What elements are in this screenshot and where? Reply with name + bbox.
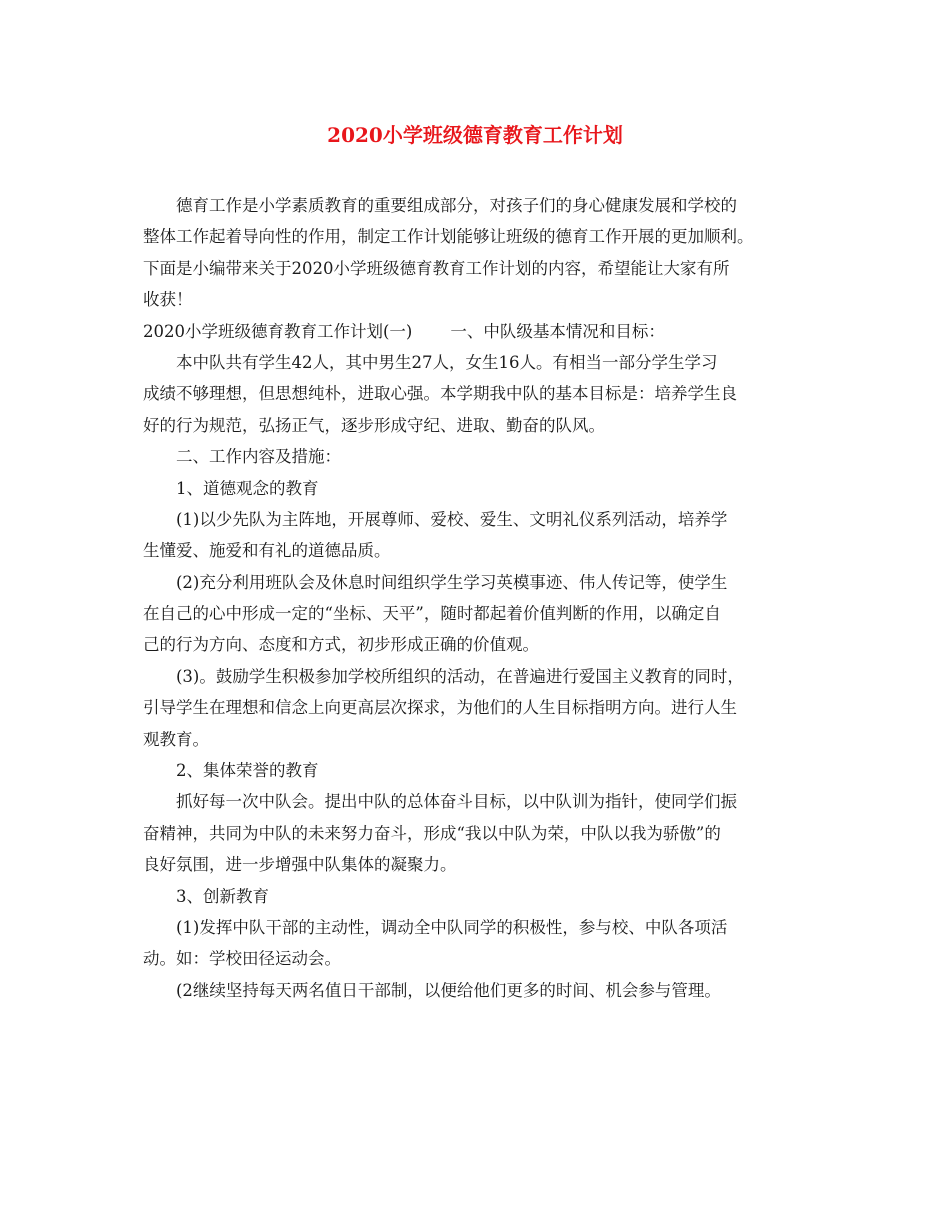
subsection-heading: 2、集体荣誉的教育: [176, 761, 319, 781]
paragraph-line: 好的行为规范，弘扬正气，逐步形成守纪、进取、勤奋的队风。: [143, 415, 605, 435]
paragraph-line: (1)发挥中队干部的主动性，调动全中队同学的积极性，参与校、中队各项活: [176, 917, 728, 937]
document-title: 2020小学班级德育教育工作计划: [327, 123, 623, 147]
paragraph-line: 引导学生在理想和信念上向更高层次探求，为他们的人生目标指明方向。进行人生: [143, 698, 737, 718]
document-body: [143, 190, 819, 1006]
paragraph-line: (2继续坚持每天两名值日干部制，以便给他们更多的时间、机会参与管理。: [176, 980, 721, 1000]
paragraph-line: 奋精神，共同为中队的未来努力奋斗，形成“我以中队为荣，中队以我为骄傲”的: [143, 823, 721, 843]
paragraph-line: (3)。鼓励学生积极参加学校所组织的活动，在普遍进行爱国主义教育的同时，: [176, 666, 744, 686]
paragraph-line: (1)以少先队为主阵地，开展尊师、爱校、爱生、文明礼仪系列活动，培养学: [176, 509, 728, 529]
paragraph-line: (2)充分利用班队会及休息时间组织学生学习英模事迹、伟人传记等，使学生: [176, 572, 728, 592]
paragraph-line: 动。如：学校田径运动会。: [143, 949, 341, 969]
paragraph-line: 德育工作是小学素质教育的重要组成部分，对孩子们的身心健康发展和学校的: [176, 196, 737, 215]
paragraph-line: 己的行为方向、态度和方式，初步形成正确的价值观。: [143, 635, 539, 655]
subsection-heading: 1、道德观念的教育: [176, 478, 319, 498]
paragraph-line: 良好氛围，进一步增强中队集体的凝聚力。: [143, 855, 457, 875]
heading-line: [143, 316, 819, 347]
plan-subtitle: 2020小学班级德育教育工作计划(一): [143, 321, 413, 341]
section-heading: 二、工作内容及措施：: [176, 447, 341, 467]
paragraph-line: 整体工作起着导向性的作用，制定工作计划能够让班级的德育工作开展的更加顺利。: [143, 227, 754, 247]
paragraph-line: 下面是小编带来关于2020小学班级德育教育工作计划的内容，希望能让大家有所: [143, 258, 730, 278]
paragraph-line: 本中队共有学生42人，其中男生27人，女生16人。有相当一部分学生学习: [176, 352, 718, 372]
paragraph-line: 生懂爱、施爱和有礼的道德品质。: [143, 541, 391, 561]
section-heading: 一、中队级基本情况和目标：: [450, 321, 665, 341]
paragraph-line: 收获！: [143, 290, 193, 310]
paragraph-line: 抓好每一次中队会。提出中队的总体奋斗目标，以中队训为指针，使同学们振: [176, 792, 737, 812]
subsection-heading: 3、创新教育: [176, 886, 269, 906]
paragraph-line: 成绩不够理想，但思想纯朴，进取心强。本学期我中队的基本目标是：培养学生良: [143, 384, 737, 404]
paragraph-line: 观教育。: [143, 729, 209, 749]
paragraph-line: 在自己的心中形成一定的“坐标、天平”，随时都起着价值判断的作用，以确定自: [143, 604, 721, 624]
